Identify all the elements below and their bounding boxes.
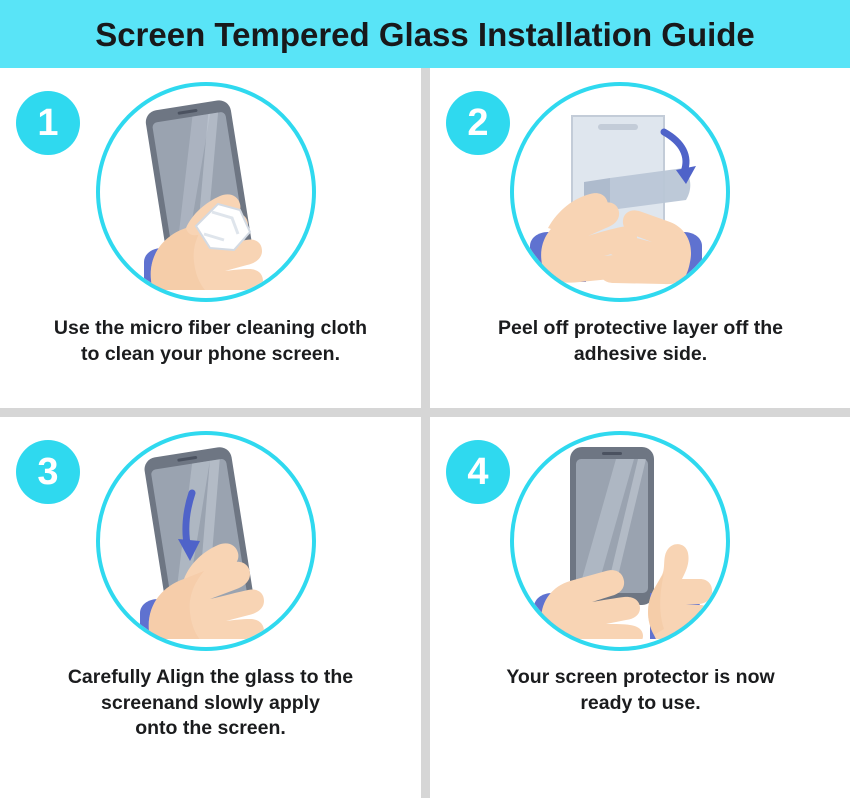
- caption-line: screenand slowly apply: [101, 691, 320, 714]
- caption-line: adhesive side.: [573, 342, 708, 365]
- caption-line: ready to use.: [580, 691, 701, 714]
- step-3: [0, 417, 421, 757]
- guide-header: [0, 0, 850, 68]
- caption-line: to clean your phone screen.: [81, 342, 340, 365]
- hand-aligning-glass-on-phone-icon: [96, 431, 316, 651]
- caption-line: Peel off protective layer off the: [498, 317, 783, 339]
- step-caption: [450, 665, 831, 716]
- step-caption: [20, 316, 401, 367]
- steps-grid: [0, 68, 850, 798]
- horizontal-divider: [0, 408, 850, 417]
- step-number-badge: 1: [16, 91, 80, 155]
- hand-holding-phone-thumbs-up-icon: [510, 431, 730, 651]
- page-title: Screen Tempered Glass Installation Guide: [95, 15, 755, 53]
- step-number-badge: 3: [16, 440, 80, 504]
- step-number-badge: 2: [446, 91, 510, 155]
- hands-peeling-protective-film-icon: [510, 82, 730, 302]
- hand-wiping-phone-with-cloth-icon: [96, 82, 316, 302]
- step-caption: [450, 316, 831, 367]
- caption-line: onto the screen.: [135, 717, 286, 740]
- caption-line: Use the micro fiber cleaning cloth: [53, 317, 368, 339]
- step-1: [0, 68, 421, 408]
- step-4: [430, 417, 850, 757]
- vertical-divider: [421, 68, 430, 798]
- step-2: [430, 68, 850, 408]
- step-caption: [20, 665, 401, 742]
- caption-line: Your screen protector is now: [506, 666, 775, 688]
- caption-line: Carefully Align the glass to the: [67, 666, 354, 688]
- step-number-badge: 4: [446, 440, 510, 504]
